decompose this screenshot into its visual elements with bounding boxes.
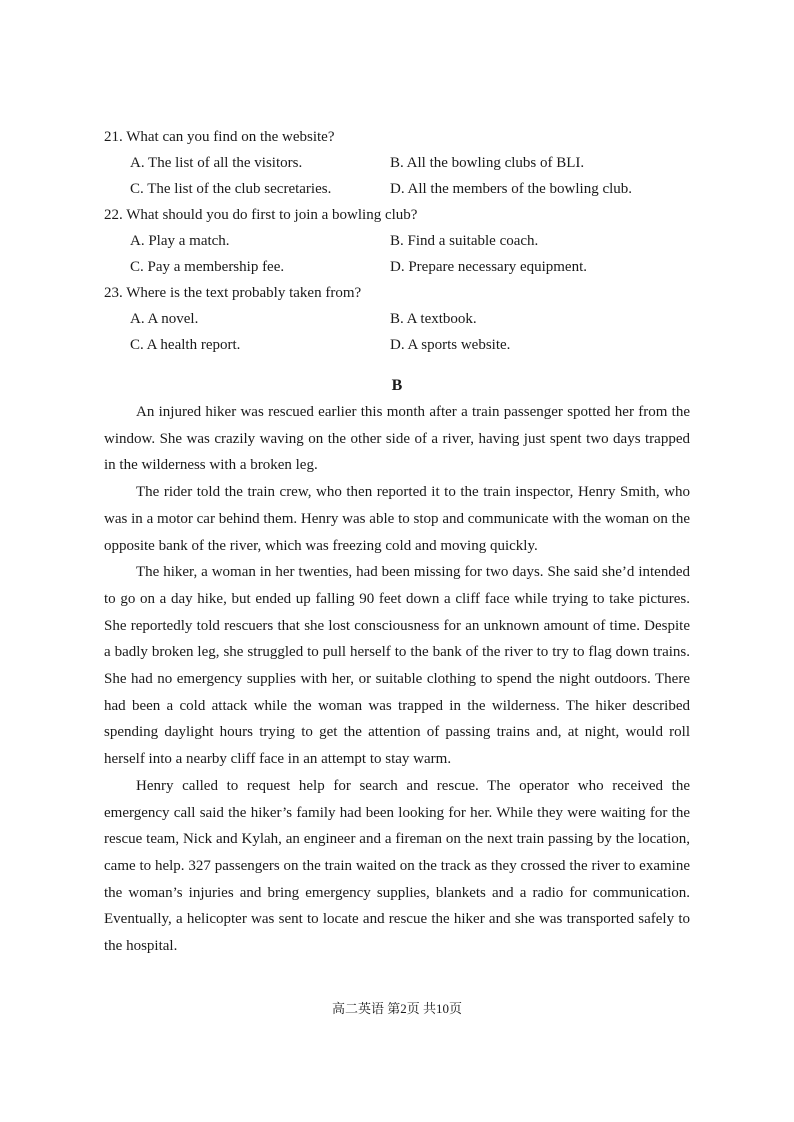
option-a: A. The list of all the visitors. — [130, 155, 303, 171]
question-22 — [104, 202, 694, 280]
reading-passage — [104, 399, 690, 960]
question-stem: 21. What can you find on the website? — [104, 129, 335, 145]
option-a: A. Play a match. — [130, 233, 230, 249]
question-21 — [104, 124, 694, 202]
option-row — [104, 176, 694, 202]
option-b: B. A textbook. — [390, 311, 477, 327]
option-b: B. Find a suitable coach. — [390, 233, 539, 249]
option-d: D. Prepare necessary equipment. — [390, 259, 588, 275]
option-c: C. A health report. — [130, 337, 241, 353]
option-c: C. The list of the club secretaries. — [130, 181, 332, 197]
option-row — [104, 306, 694, 332]
passage-paragraph: The hiker, a woman in her twenties, had been missing for two days. She said she’d intended to go on a day hike, but ended up falling 90 feet down a cliff face while trying to take pictures. She reportedly told rescuers that she lost consciousness for an unknown amount of time. Despite a badly broken leg, she struggled to pull herself to the bank of the river to try to flag down trains. She had no emergency supplies with her, or suitable clothing to spend the night outdoors. There had been a cold attack while the woman was trapped in the wilderness. The hiker described spending daylight hours trying to get the attention of passing trains and, at night, would roll herself into a nearby cliff face in an attempt to stay warm. — [104, 564, 690, 768]
option-d: D. All the members of the bowling club. — [390, 181, 633, 197]
page-footer: 高二英语 第2页 共10页 — [331, 1001, 462, 1016]
option-a: A. A novel. — [130, 311, 199, 327]
question-stem: 23. Where is the text probably taken from? — [104, 285, 362, 301]
question-stem: 22. What should you do first to join a bowling club? — [104, 207, 418, 223]
option-row — [104, 254, 694, 280]
option-c: C. Pay a membership fee. — [130, 259, 285, 275]
option-row — [104, 228, 694, 254]
section-title: B — [391, 377, 403, 394]
passage-paragraph: The rider told the train crew, who then reported it to the train inspector, Henry Smith, who was in a motor car behind them. Henry was able to stop and communicate with the woman on the opposite bank of the river, which was freezing cold and moving quickly. — [104, 484, 690, 554]
option-b: B. All the bowling clubs of BLI. — [390, 155, 585, 171]
option-d: D. A sports website. — [390, 337, 511, 353]
passage-paragraph: An injured hiker was rescued earlier this month after a train passenger spotted her from the window. She was crazily waving on the other side of a river, having just spent two days trapped in the wilderness with a broken leg. — [104, 404, 690, 474]
option-row — [104, 332, 694, 358]
question-list — [104, 124, 694, 358]
passage-paragraph: Henry called to request help for search and rescue. The operator who received the emergency call said the hiker’s family had been looking for her. While they were waiting for the rescue team, Nick and Kylah, an engineer and a fireman on the next train passing by the location, came to help. 327 passengers on the train waited on the track as they crossed the river to examine the woman’s injuries and bring emergency supplies, blankets and a radio for communication. Eventually, a helicopter was sent to locate and rescue the hiker and she was transported safely to the hospital. — [104, 777, 690, 955]
question-23 — [104, 280, 694, 358]
option-row — [104, 150, 694, 176]
